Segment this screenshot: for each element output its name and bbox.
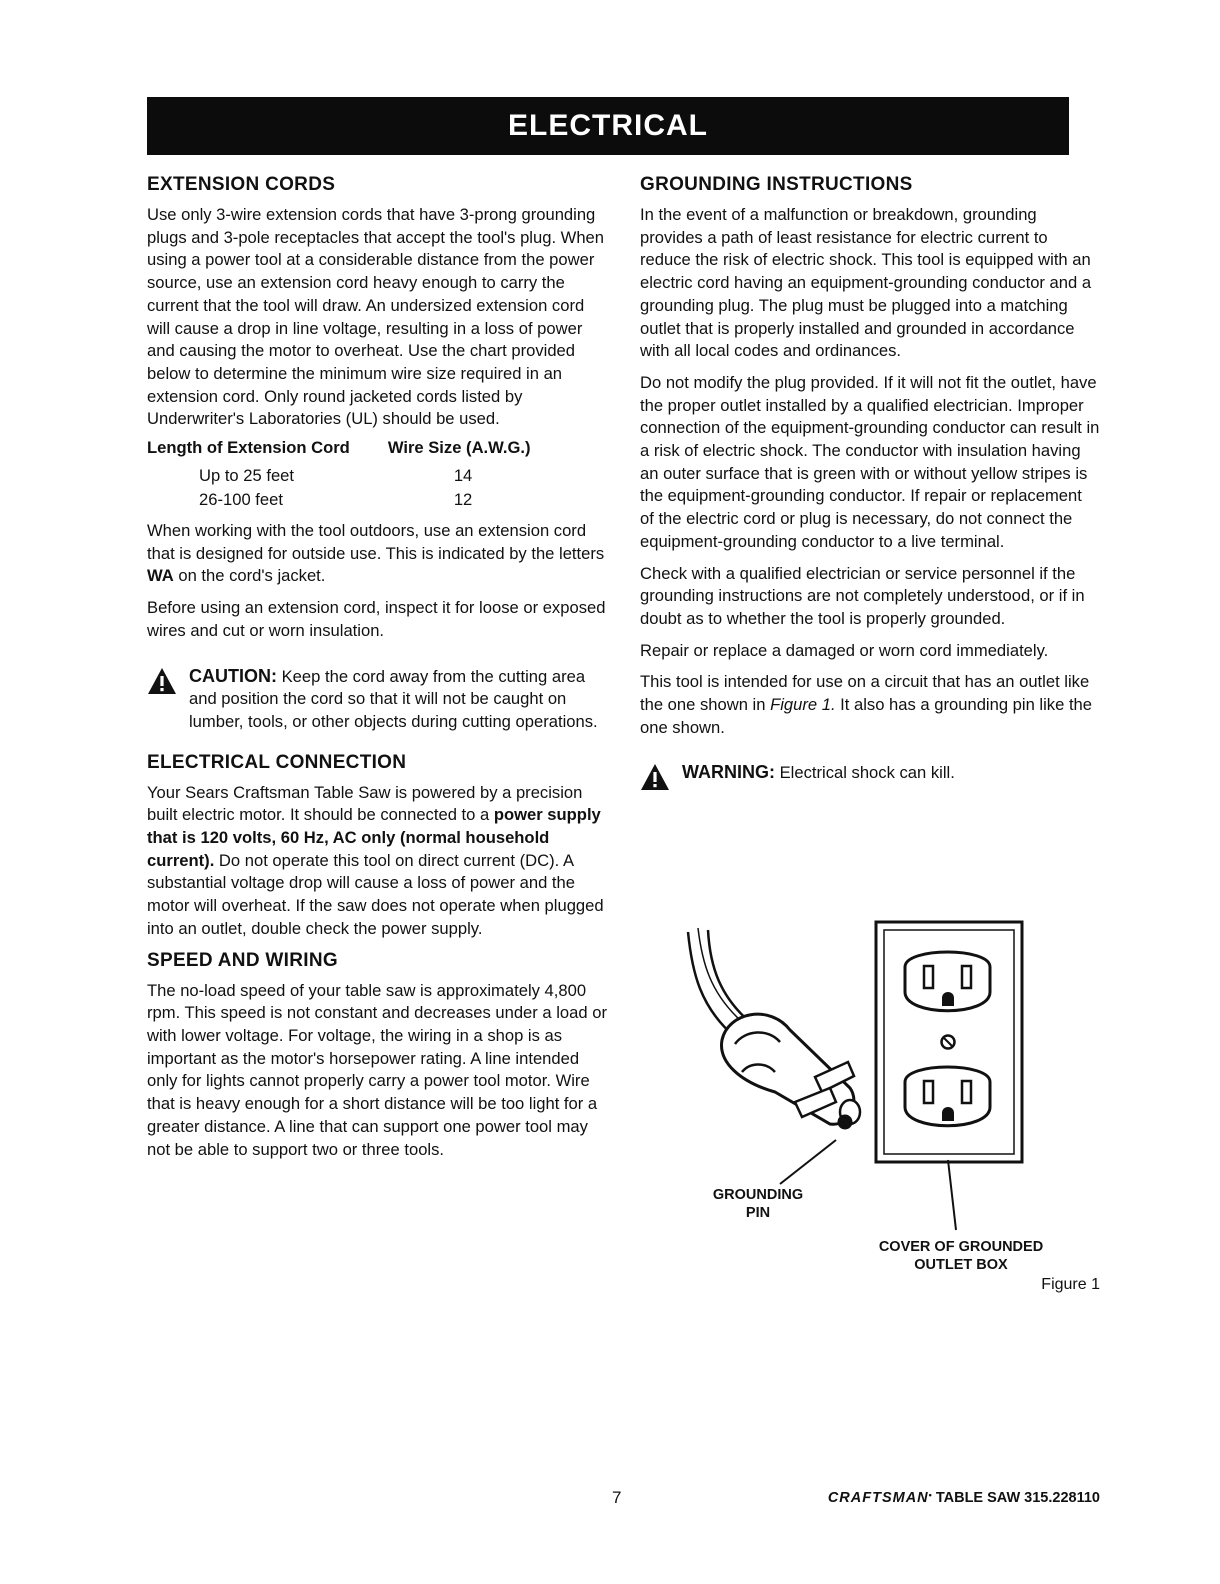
warning-triangle-icon <box>640 763 670 791</box>
figure-caption: Figure 1 <box>1041 1276 1100 1293</box>
grounding-pin-label <box>700 1186 816 1222</box>
warning-text <box>682 761 955 785</box>
outdoor-text-pre: When working with the tool outdoors, use an extension cord that is designed for outside use. This is indicated by the letters <box>147 521 605 563</box>
table-header-row <box>147 438 531 464</box>
electrical-connection-heading: ELECTRICAL CONNECTION <box>147 751 407 773</box>
table-row <box>147 488 531 512</box>
warning-label: WARNING: <box>682 762 775 783</box>
inspect-paragraph: Before using an extension cord, inspect it for loose or exposed wires and cut or worn insulation. <box>147 598 606 640</box>
plug-icon <box>722 1014 860 1128</box>
caution-label: CAUTION: <box>189 665 277 686</box>
right-column <box>640 174 1100 805</box>
table-cell-size: 14 <box>453 466 473 486</box>
caution-notice <box>147 665 607 734</box>
extension-cords-intro: Use only 3-wire extension cords that have 3-prong grounding plugs and 3-pole receptacles that accept the tool's plug. When using a power tool at a considerable distance from the power source, use an extension cord heavy enough to carry the current that the tool will draw. An undersized extension cord will cause a drop in line voltage, resulting in a loss of power and causing the motor to overheat. Use the chart provided below to determine the minimum wire size required in an extension cord. Only round jacketed cords listed by Underwriter's Laboratories (UL) should be used. <box>147 205 605 429</box>
grounding-heading: GROUNDING INSTRUCTIONS <box>640 174 913 195</box>
outlet-cover-label-line2: OUTLET BOX <box>914 1257 1008 1273</box>
electrical-connection-paragraph <box>147 782 607 941</box>
grounding-paragraph-4: Repair or replace a damaged or worn cord immediately. <box>640 640 1049 660</box>
connection-text-post: Do not operate this tool on direct current (DC). A substantial voltage drop will cause a loss of power and the motor will overheat. If the saw does not operate when plugged into an outlet, double check the power supply. <box>147 850 604 938</box>
warning-notice <box>640 761 1100 791</box>
outlet-cover-icon <box>876 922 1022 1162</box>
figure-ref-pre: This tool is intended for use on a circuit that has an outlet like the one shown in <box>640 672 1090 715</box>
grounding-paragraph-2: Do not modify the plug provided. If it will not fit the outlet, have the proper outlet installed by a qualified electrician. Improper connection of the equipment-grounding conductor can result in a risk of electric shock. The conductor with insulation having an outer surface that is green with or without yellow stripes is the equipment-grounding conductor. If repair or replacement of the electric cord or plug is necessary, do not connect the equipment-grounding conductor to a live terminal. <box>640 372 1100 551</box>
figure-ref: Figure 1. <box>770 695 836 715</box>
table-row <box>147 464 531 488</box>
warning-body: Electrical shock can kill. <box>775 763 955 783</box>
table-cell-size: 12 <box>453 490 473 510</box>
caution-text <box>189 665 607 734</box>
connection-text-bold: power supply that is 120 volts, 60 Hz, AC only (normal household current). <box>147 805 601 870</box>
outdoor-text-bold: WA <box>147 566 174 586</box>
caution-body: Keep the cord away from the cutting area and position the cord so that it will not be caught on lumber, tools, or other objects during cutting operations. <box>189 666 598 731</box>
grounding-paragraph-1: In the event of a malfunction or breakdown, grounding provides a path of least resistance for electric current to reduce the risk of electric shock. This tool is equipped with an electric cord having an equipment-grounding conductor and a grounding plug. The plug must be plugged into a matching outlet that is properly installed and grounded in accordance with all local codes and ordinances. <box>640 205 1092 361</box>
craftsman-logo: CRAFTSMAN <box>827 1490 929 1506</box>
warning-triangle-icon <box>147 667 177 695</box>
grounding-pin-leader <box>780 1140 836 1184</box>
table-cell-length: 26-100 feet <box>199 490 283 510</box>
page-number: 7 <box>612 1488 622 1507</box>
connection-text-pre: Your Sears Craftsman Table Saw is powered by a precision built electric motor. It should be connected to a <box>147 782 583 825</box>
outdoor-use-paragraph <box>147 520 607 588</box>
speed-wiring-paragraph: The no-load speed of your table saw is approximately 4,800 rpm. This speed is not constant and decreases under a load or with lower voltage. For voltage, the wiring in a shop is as important as the motor's horsepower rating. A line intended only for lights cannot properly carry a power tool motor. Wire that is heavy enough for a short distance will be too light for a greater distance. A line that can support one power tool may not be able to support two or three tools. <box>147 980 607 1159</box>
grounding-paragraph-3: Check with a qualified electrician or service personnel if the grounding instructions are not completely understood, or if in doubt as to whether the tool is properly grounded. <box>640 563 1085 628</box>
outdoor-text-post: on the cord's jacket. <box>173 566 326 586</box>
speed-wiring-heading: SPEED AND WIRING <box>147 949 338 971</box>
outlet-cover-label <box>856 1238 1066 1274</box>
table-header-length: Length of Extension Cord <box>147 438 350 458</box>
figure-1 <box>680 912 1100 1302</box>
figure-ref-post: It also has a grounding pin like the one shown. <box>640 695 1093 737</box>
section-banner <box>147 97 1069 155</box>
table-header-wire-size: Wire Size (A.W.G.) <box>387 438 531 458</box>
section-title: ELECTRICAL <box>508 109 708 142</box>
table-cell-length: Up to 25 feet <box>199 466 295 486</box>
cover-leader <box>948 1160 956 1230</box>
outlet-cover-label-line1: COVER OF GROUNDED <box>878 1239 1044 1255</box>
footer-brand: CRAFTSMAN• TABLE SAW 315.228110 <box>827 1490 1100 1506</box>
model-number: TABLE SAW 315.228110 <box>935 1490 1100 1506</box>
grounding-paragraph-5 <box>640 671 1100 739</box>
extension-cord-table <box>147 438 531 512</box>
grounding-pin-label-line1: GROUNDING <box>712 1187 804 1203</box>
grounding-pin-label-line2: PIN <box>745 1205 771 1221</box>
left-column <box>147 174 607 1170</box>
extension-cords-heading: EXTENSION CORDS <box>147 174 336 195</box>
